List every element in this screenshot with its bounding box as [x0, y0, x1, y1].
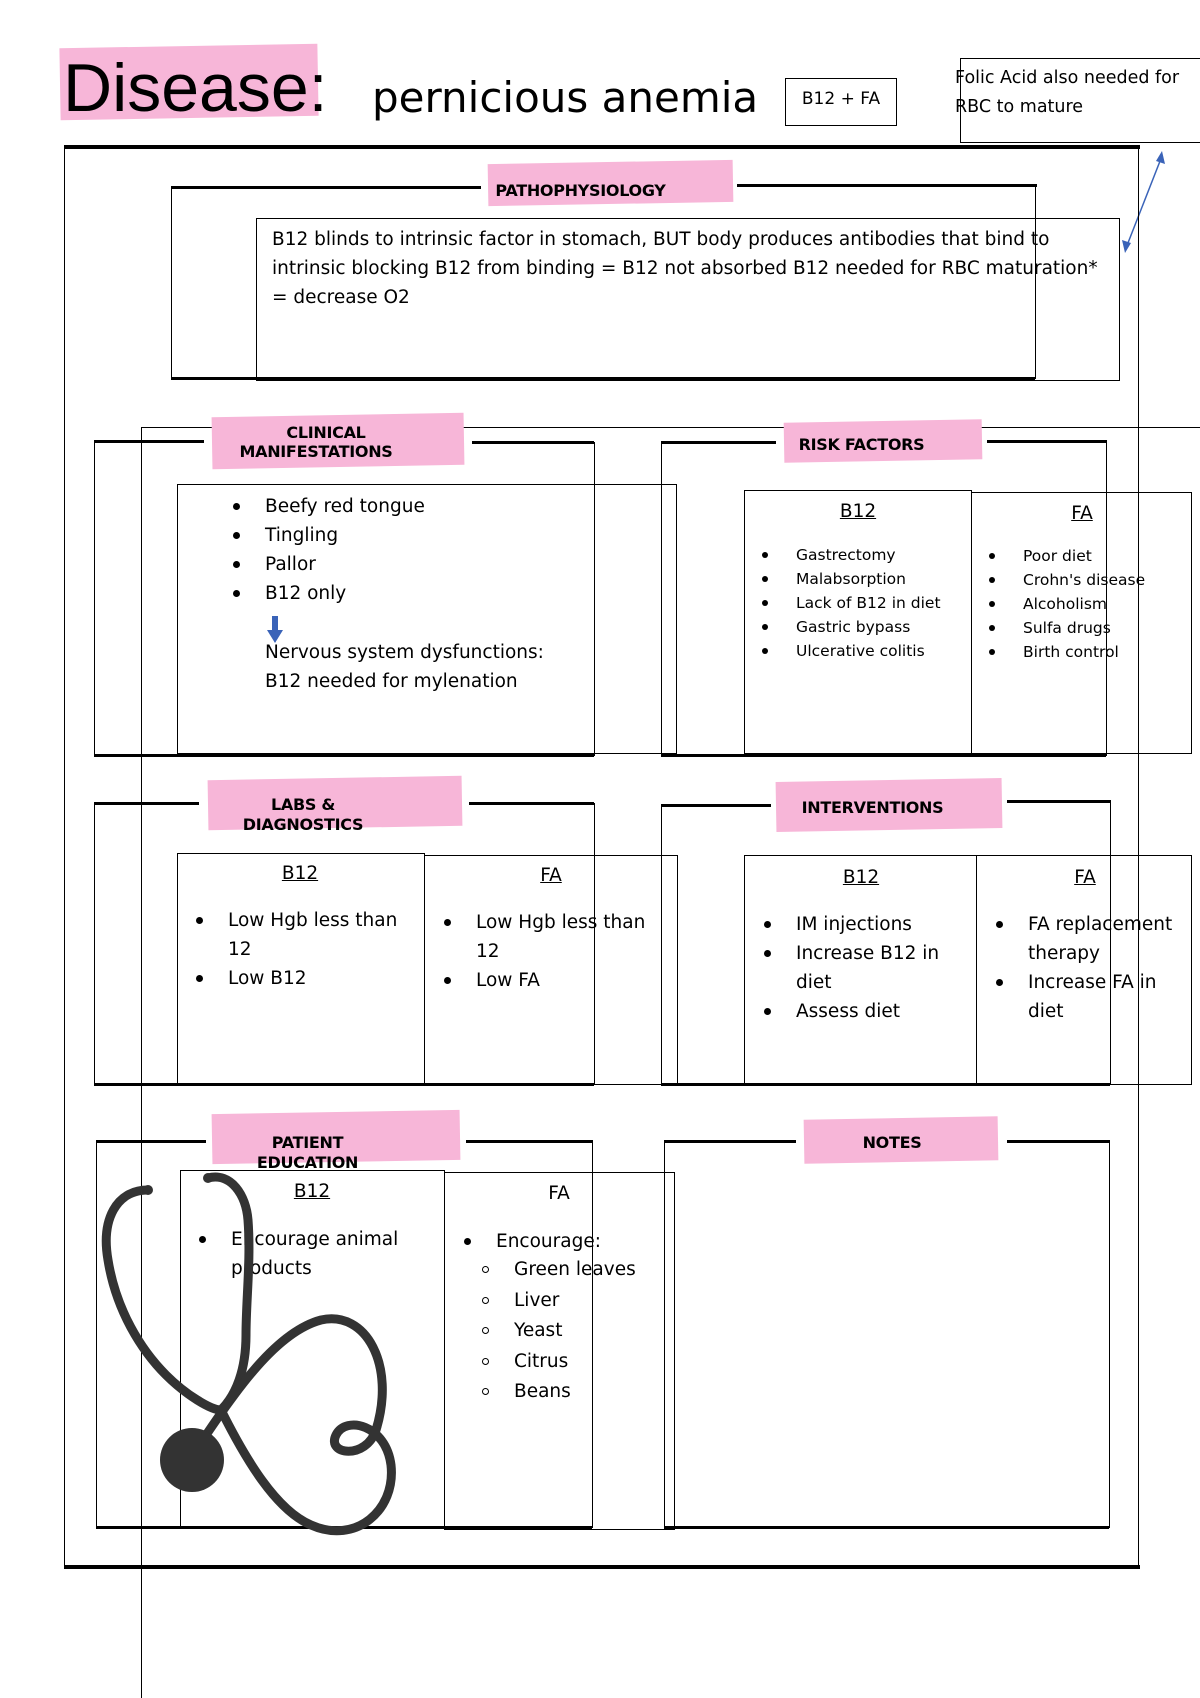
clinical-list — [265, 492, 425, 608]
list-item: Beefy red tongue — [265, 492, 425, 521]
edu-rule-right — [466, 1140, 593, 1143]
interv-header: INTERVENTIONS — [801, 798, 944, 817]
risk-header: RISK FACTORS — [798, 435, 925, 454]
edu-fa-list — [496, 1227, 601, 1256]
risk-fa-title: FA — [1071, 503, 1093, 524]
clinical-header-line2: MANIFESTATIONS — [239, 442, 393, 461]
list-item: Increase FA in diet — [1028, 968, 1178, 1026]
patho-rule-left — [171, 186, 481, 189]
risk-rule-bottom — [661, 754, 1106, 757]
patho-rule-right — [737, 184, 1037, 187]
list-item: Low Hgb less than 12 — [476, 908, 656, 966]
risk-fa-list — [1023, 544, 1145, 664]
interv-left-edge — [661, 805, 662, 1085]
side-note-text: Folic Acid also needed for RBC to mature — [955, 68, 1180, 117]
interv-rule-right — [1007, 800, 1111, 803]
clinical-left-edge — [94, 442, 95, 756]
notes-left-edge — [664, 1141, 665, 1528]
frame-top — [64, 145, 1140, 149]
list-item: Crohn's disease — [1023, 568, 1145, 592]
double-arrow-icon — [1118, 148, 1168, 258]
list-item: Malabsorption — [796, 567, 941, 591]
notes-rule-left — [664, 1140, 796, 1143]
list-item: Ulcerative colitis — [796, 639, 941, 663]
clinical-header-line1: CLINICAL — [286, 423, 366, 442]
labs-b12-title: B12 — [281, 863, 319, 884]
interv-rule-left — [661, 804, 771, 807]
notes-rule-bottom — [664, 1526, 1109, 1529]
clinical-rule-left — [94, 440, 204, 443]
list-item: Pallor — [265, 550, 425, 579]
list-item: Yeast — [514, 1316, 636, 1347]
labs-b12-list — [228, 906, 408, 993]
interv-b12-title: B12 — [842, 867, 880, 888]
list-item: Birth control — [1023, 640, 1145, 664]
list-item: Alcoholism — [1023, 592, 1145, 616]
clinical-note-line2: B12 needed for mylenation — [265, 671, 518, 692]
clinical-note-line1: Nervous system dysfunctions: — [265, 642, 544, 663]
list-item: IM injections — [796, 910, 946, 939]
list-item: Tingling — [265, 521, 425, 550]
labs-rule-right — [469, 802, 594, 805]
edu-fa-title: FA — [548, 1183, 570, 1204]
interv-fa-title: FA — [1074, 867, 1096, 888]
labs-header: LABS & DIAGNOSTICS — [242, 795, 364, 834]
edu-header: PATIENT EDUCATION — [256, 1133, 359, 1172]
notes-rule-right — [1007, 1140, 1110, 1143]
clinical-rule-right — [472, 441, 594, 444]
list-item: Low FA — [476, 966, 656, 995]
edu-fa-sublist — [514, 1255, 636, 1408]
title-label: Disease: — [63, 50, 328, 126]
list-item: Assess diet — [796, 997, 946, 1026]
risk-rule-right — [987, 440, 1107, 443]
frame-left — [64, 147, 65, 1567]
labs-rule-left — [94, 802, 199, 805]
risk-b12-title: B12 — [839, 501, 877, 522]
tag-label: B12 + FA — [801, 89, 881, 109]
list-item: Lack of B12 in diet — [796, 591, 941, 615]
disease-name: pernicious anemia — [372, 73, 759, 122]
list-item: Gastric bypass — [796, 615, 941, 639]
interv-fa-list — [1028, 910, 1178, 1026]
notes-header: NOTES — [862, 1133, 922, 1152]
list-item: Sulfa drugs — [1023, 616, 1145, 640]
list-item: Citrus — [514, 1347, 636, 1378]
clinical-list-box — [177, 484, 677, 754]
labs-fa-title: FA — [540, 865, 562, 886]
list-item: Low Hgb less than 12 — [228, 906, 408, 964]
frame-bottom — [64, 1565, 1140, 1569]
edu-b12-title: B12 — [293, 1181, 331, 1202]
list-item: B12 only — [265, 579, 425, 608]
list-item: FA replacement therapy — [1028, 910, 1178, 968]
notes-right-edge — [1109, 1141, 1110, 1528]
labs-left-edge — [94, 803, 95, 1085]
labs-fa-list — [476, 908, 656, 995]
list-item: Poor diet — [1023, 544, 1145, 568]
list-item: Gastrectomy — [796, 543, 941, 567]
list-item: Encourage: — [496, 1227, 601, 1256]
patho-left-edge — [171, 187, 172, 379]
list-item: Beans — [514, 1377, 636, 1408]
patho-text: B12 blinds to intrinsic factor in stomach, BUT body produces antibodies that bind to intrinsic blocking B12 from binding = B12 not absorbed B12 needed for RBC maturation* = decrease O2 — [272, 229, 1098, 308]
list-item: Low B12 — [228, 964, 408, 993]
interv-b12-list — [796, 910, 946, 1026]
list-item: Liver — [514, 1286, 636, 1317]
risk-b12-list — [796, 543, 941, 663]
clinical-rule-bottom — [94, 754, 594, 757]
list-item: Encourage animal products — [231, 1225, 411, 1283]
risk-rule-left — [661, 441, 776, 444]
risk-left-edge — [661, 442, 662, 756]
list-item: Increase B12 in diet — [796, 939, 946, 997]
edu-rule-left — [96, 1140, 206, 1143]
list-item: Green leaves — [514, 1255, 636, 1286]
patho-header: PATHOPHYSIOLOGY — [495, 181, 666, 200]
stethoscope-icon — [96, 1160, 416, 1540]
